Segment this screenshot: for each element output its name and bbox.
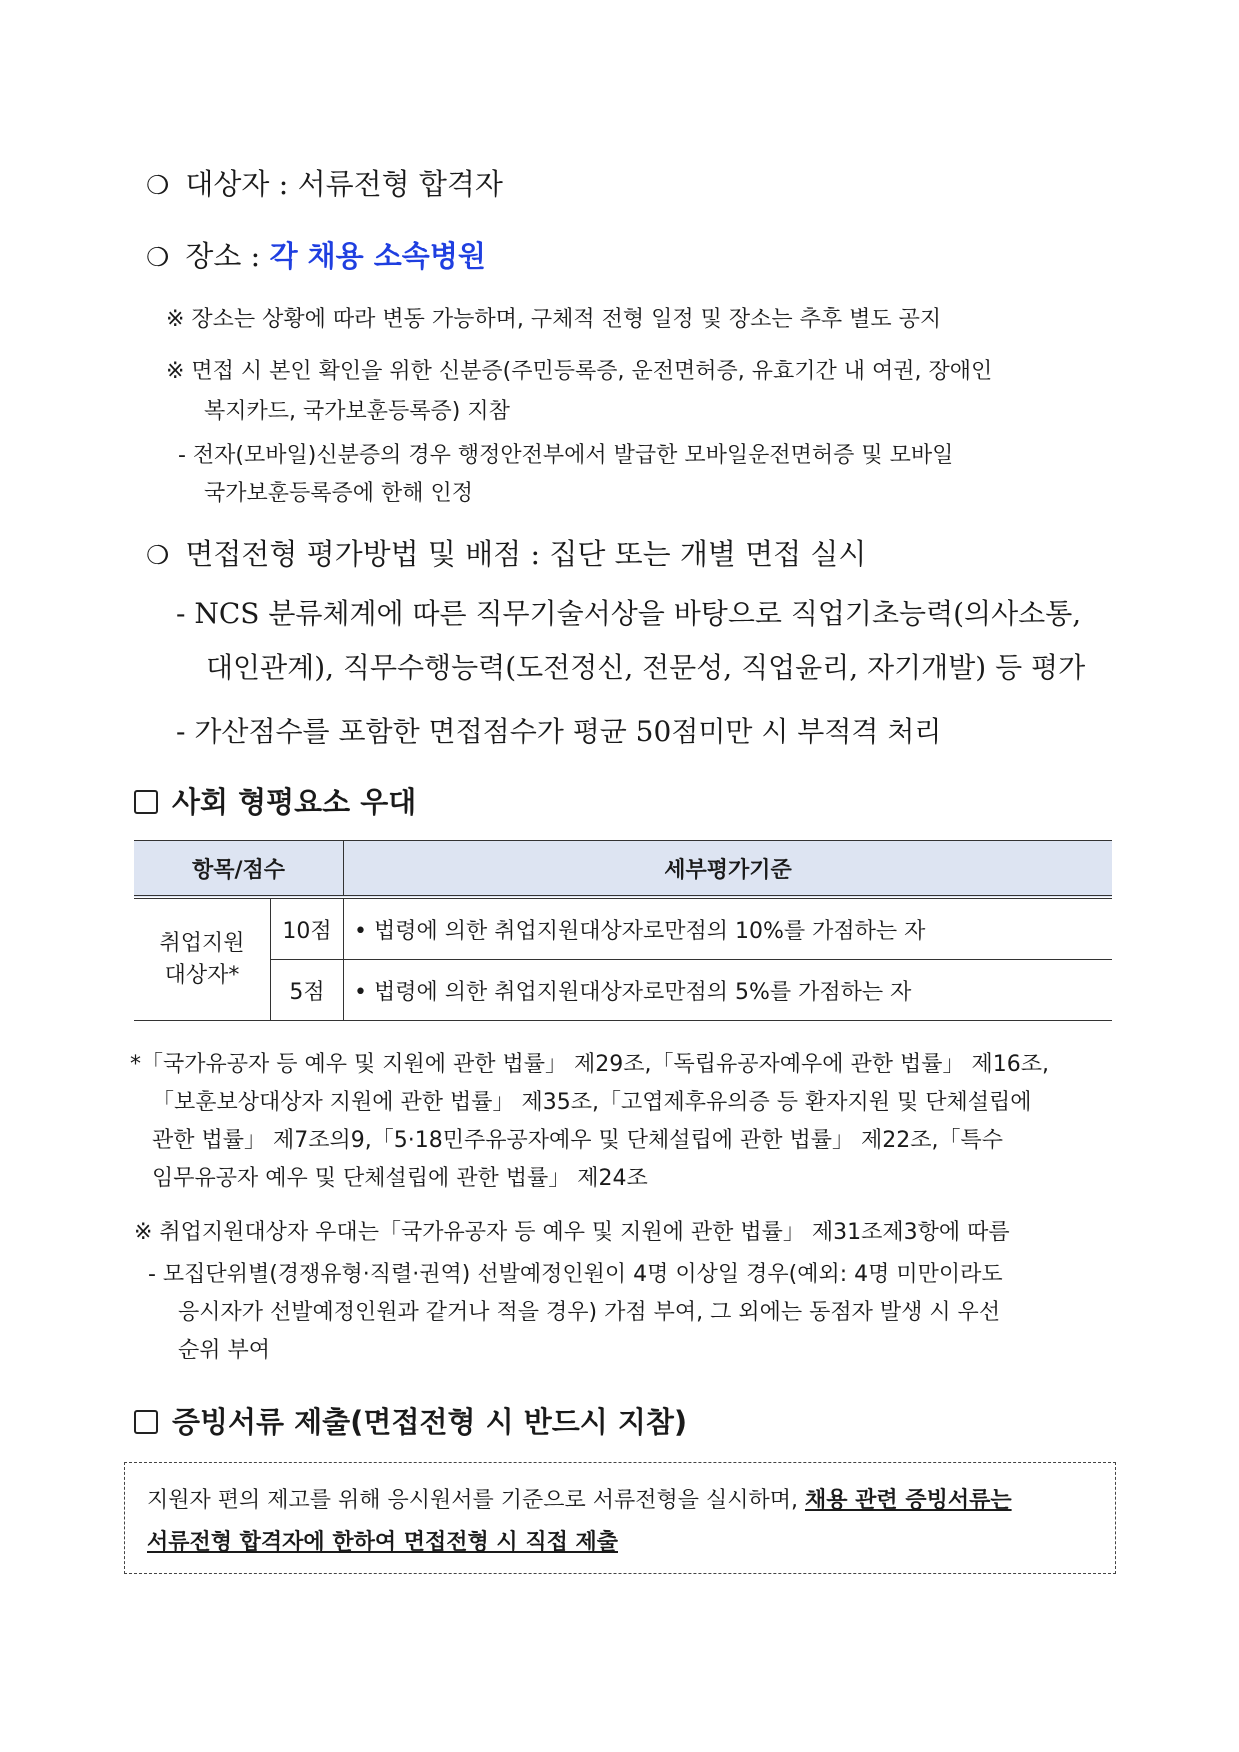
points-cell: 5점 [271, 960, 344, 1021]
table-header-row [134, 841, 1112, 898]
note-sub-1: - 모집단위별(경쟁유형·직렬·권역) 선발예정인원이 4명 이상일 경우(예외: 4명 미만이라도 [148, 1262, 1003, 1287]
circle-bullet-icon: ❍ [146, 541, 170, 571]
table-row [134, 960, 1112, 1021]
category-line-2: 대상자* [164, 962, 240, 988]
place-note-1: ※ 장소는 상황에 따라 변동 가능하며, 구체적 전형 일정 및 장소는 추후 별도 공지 [166, 307, 942, 332]
footnote-line-4: 임무유공자 예우 및 단체설립에 관한 법률」 제24조 [152, 1166, 648, 1191]
target-line [146, 162, 503, 203]
criteria-table [134, 840, 1112, 1021]
target-value: 서류전형 합격자 [297, 167, 503, 201]
method-line [146, 532, 866, 573]
method-text: 면접전형 평가방법 및 배점 : 집단 또는 개별 면접 실시 [185, 537, 867, 571]
desc-cell: • 법령에 의한 취업지원대상자로만점의 5%를 가점하는 자 [344, 960, 1113, 1021]
target-label: 대상자 : [185, 167, 298, 201]
method-sub-1a: - NCS 분류체계에 따른 직무기술서상을 바탕으로 직업기초능력(의사소통, [176, 597, 1082, 630]
notice-box [124, 1462, 1116, 1574]
place-note-2a: ※ 면접 시 본인 확인을 위한 신분증(주민등록증, 운전면허증, 유효기간 내 여권, 장애인 [166, 359, 993, 384]
place-note-3b: 국가보훈등록증에 한해 인정 [204, 481, 474, 506]
footnote-line-2: 「보훈보상대상자 지원에 관한 법률」 제35조,「고엽제후유의증 등 환자지원 및 단체설립에 [152, 1090, 1032, 1115]
place-value: 각 채용 소속병원 [269, 239, 486, 273]
place-line [146, 234, 486, 275]
notice-bold-text-1: 채용 관련 증빙서류는 [805, 1488, 1012, 1513]
notice-line-2 [147, 1525, 618, 1556]
place-note-2b: 복지카드, 국가보훈등록증) 지참 [204, 399, 510, 424]
circle-bullet-icon: ❍ [146, 171, 170, 201]
category-line-1: 취업지원 [159, 930, 245, 956]
method-sub-1b: 대인관계), 직무수행능력(도전정신, 전문성, 직업윤리, 자기개발) 등 평가 [206, 651, 1086, 684]
notice-plain-text: 지원자 편의 제고를 위해 응시원서를 기준으로 서류전형을 실시하며, [147, 1488, 805, 1513]
section-title-documents: 증빙서류 제출(면접전형 시 반드시 지참) [172, 1405, 688, 1439]
method-sub-2: - 가산점수를 포함한 면접점수가 평균 50점미만 시 부적격 처리 [176, 715, 942, 748]
notice-bold-text-2: 서류전형 합격자에 한하여 면접전형 시 직접 제출 [147, 1530, 618, 1555]
circle-bullet-icon: ❍ [146, 243, 170, 273]
square-bullet-icon [134, 1410, 158, 1434]
note-line: ※ 취업지원대상자 우대는「국가유공자 등 예우 및 지원에 관한 법률」 제31조제3항에 따름 [134, 1220, 1010, 1245]
points-cell: 10점 [271, 897, 344, 960]
table-row [134, 897, 1112, 960]
section-title-equity: 사회 형평요소 우대 [172, 785, 417, 819]
section-heading-documents [134, 1400, 687, 1441]
square-bullet-icon [134, 790, 158, 814]
category-cell [134, 897, 271, 1021]
section-heading-equity [134, 780, 416, 821]
footnote-line-1: *「국가유공자 등 예우 및 지원에 관한 법률」 제29조,「독립유공자예우에 관한 법률」 제16조, [130, 1052, 1049, 1077]
header-criteria: 세부평가기준 [344, 841, 1113, 898]
note-sub-3: 순위 부여 [178, 1338, 271, 1363]
place-note-3a: - 전자(모바일)신분증의 경우 행정안전부에서 발급한 모바일운전면허증 및 모바일 [178, 443, 954, 468]
header-item-score: 항목/점수 [134, 841, 344, 898]
footnote-line-3: 관한 법률」 제7조의9,「5·18민주유공자예우 및 단체설립에 관한 법률」 제22조,「특수 [152, 1128, 1003, 1153]
place-label: 장소 : [185, 239, 270, 273]
desc-cell: • 법령에 의한 취업지원대상자로만점의 10%를 가점하는 자 [344, 897, 1113, 960]
notice-line-1 [147, 1483, 1012, 1514]
note-sub-2: 응시자가 선발예정인원과 같거나 적을 경우) 가점 부여, 그 외에는 동점자 발생 시 우선 [178, 1300, 1001, 1325]
